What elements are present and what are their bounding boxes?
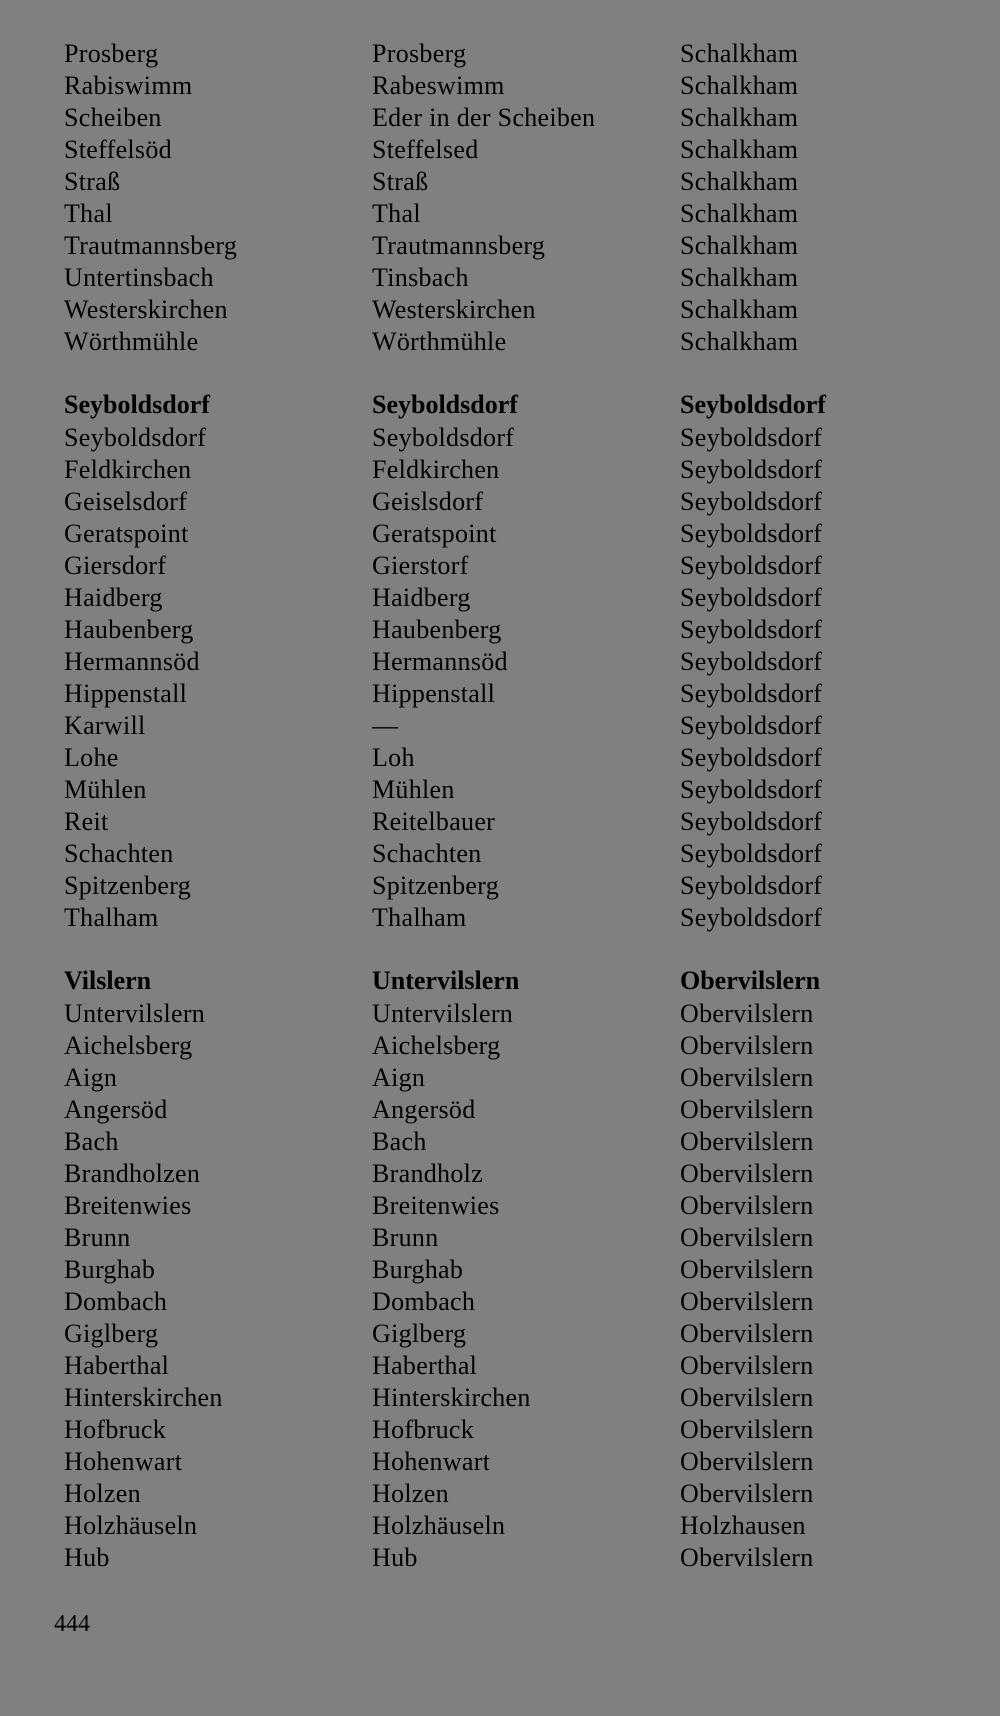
column-2 bbox=[372, 38, 672, 1574]
section-3 bbox=[680, 964, 980, 1574]
list-item: Hofbruck bbox=[372, 1415, 475, 1444]
list-item: Aign bbox=[372, 1063, 426, 1092]
list-item: Seyboldsdorf bbox=[680, 487, 823, 516]
list-item: Obervilslern bbox=[680, 1191, 814, 1220]
list-item: Spitzenberg bbox=[64, 871, 192, 900]
list-item: Hinterskirchen bbox=[64, 1383, 223, 1412]
section-heading: Obervilslern bbox=[680, 966, 821, 995]
list-item: Untervilslern bbox=[372, 999, 514, 1028]
section-heading: Seyboldsdorf bbox=[372, 390, 518, 419]
list-item: Seyboldsdorf bbox=[680, 583, 823, 612]
list-item: Schalkham bbox=[680, 231, 799, 260]
list-item: Steffelsed bbox=[372, 135, 479, 164]
list-item: Prosberg bbox=[372, 39, 467, 68]
list-item: Holzen bbox=[64, 1479, 141, 1508]
list-item: Obervilslern bbox=[680, 1095, 814, 1124]
list-item: Hinterskirchen bbox=[372, 1383, 531, 1412]
list-item: — bbox=[372, 711, 399, 740]
entry-list bbox=[680, 422, 980, 934]
list-item: Schalkham bbox=[680, 71, 799, 100]
list-item: Geislsdorf bbox=[372, 487, 484, 516]
list-item: Obervilslern bbox=[680, 999, 814, 1028]
list-item: Seyboldsdorf bbox=[680, 807, 823, 836]
list-item: Seyboldsdorf bbox=[680, 903, 823, 932]
list-item: Burghab bbox=[372, 1255, 464, 1284]
list-item: Spitzenberg bbox=[372, 871, 500, 900]
list-item: Angersöd bbox=[64, 1095, 168, 1124]
list-item: Seyboldsdorf bbox=[680, 743, 823, 772]
list-item: Untertinsbach bbox=[64, 263, 214, 292]
list-item: Reitelbauer bbox=[372, 807, 496, 836]
list-item: Westerskirchen bbox=[372, 295, 536, 324]
list-item: Karwill bbox=[64, 711, 146, 740]
list-item: Haubenberg bbox=[64, 615, 194, 644]
list-item: Bach bbox=[372, 1127, 427, 1156]
list-item: Brandholzen bbox=[64, 1159, 201, 1188]
list-item: Seyboldsdorf bbox=[680, 423, 823, 452]
list-item: Schalkham bbox=[680, 327, 799, 356]
list-item: Giersdorf bbox=[64, 551, 167, 580]
list-item: Feldkirchen bbox=[64, 455, 192, 484]
entry-list bbox=[64, 38, 364, 358]
list-item: Schalkham bbox=[680, 263, 799, 292]
list-item: Giglberg bbox=[64, 1319, 159, 1348]
list-item: Hub bbox=[64, 1543, 110, 1572]
section-heading: Vilslern bbox=[64, 966, 152, 995]
list-item: Haberthal bbox=[372, 1351, 478, 1380]
column-1 bbox=[64, 38, 364, 1574]
list-item: Geratspoint bbox=[372, 519, 497, 548]
list-item: Dombach bbox=[372, 1287, 476, 1316]
section-1 bbox=[372, 38, 672, 358]
list-item: Holzen bbox=[372, 1479, 449, 1508]
entry-list bbox=[64, 998, 364, 1574]
list-item: Obervilslern bbox=[680, 1447, 814, 1476]
list-item: Thalham bbox=[372, 903, 467, 932]
list-item: Eder in der Scheiben bbox=[372, 103, 596, 132]
list-item: Schalkham bbox=[680, 167, 799, 196]
list-item: Reit bbox=[64, 807, 109, 836]
list-item: Hermannsöd bbox=[372, 647, 508, 676]
section-1 bbox=[680, 38, 980, 358]
list-item: Westerskirchen bbox=[64, 295, 228, 324]
list-item: Loh bbox=[372, 743, 415, 772]
list-item: Obervilslern bbox=[680, 1479, 814, 1508]
page-number: 444 bbox=[54, 1611, 90, 1637]
section-1 bbox=[64, 38, 364, 358]
list-item: Gierstorf bbox=[372, 551, 469, 580]
list-item: Seyboldsdorf bbox=[680, 615, 823, 644]
list-item: Hub bbox=[372, 1543, 418, 1572]
list-item: Seyboldsdorf bbox=[680, 519, 823, 548]
list-item: Holzhäuseln bbox=[64, 1511, 198, 1540]
list-item: Burghab bbox=[64, 1255, 156, 1284]
list-item: Obervilslern bbox=[680, 1255, 814, 1284]
list-item: Schalkham bbox=[680, 39, 799, 68]
section-2 bbox=[680, 388, 980, 934]
list-item: Thal bbox=[64, 199, 113, 228]
list-item: Schalkham bbox=[680, 103, 799, 132]
list-item: Wörthmühle bbox=[64, 327, 199, 356]
list-item: Obervilslern bbox=[680, 1063, 814, 1092]
section-heading: Seyboldsdorf bbox=[680, 390, 826, 419]
section-heading: Untervilslern bbox=[372, 966, 520, 995]
list-item: Wörthmühle bbox=[372, 327, 507, 356]
list-item: Prosberg bbox=[64, 39, 159, 68]
list-item: Hippenstall bbox=[64, 679, 188, 708]
list-item: Breitenwies bbox=[64, 1191, 192, 1220]
list-item: Obervilslern bbox=[680, 1159, 814, 1188]
list-item: Mühlen bbox=[372, 775, 455, 804]
list-item: Obervilslern bbox=[680, 1383, 814, 1412]
list-item: Tinsbach bbox=[372, 263, 469, 292]
list-item: Seyboldsdorf bbox=[680, 455, 823, 484]
list-item: Mühlen bbox=[64, 775, 147, 804]
list-item: Seyboldsdorf bbox=[680, 647, 823, 676]
list-item: Breitenwies bbox=[372, 1191, 500, 1220]
list-item: Geiselsdorf bbox=[64, 487, 188, 516]
list-item: Hofbruck bbox=[64, 1415, 167, 1444]
list-item: Haidberg bbox=[372, 583, 471, 612]
entry-list bbox=[372, 998, 672, 1574]
list-item: Dombach bbox=[64, 1287, 168, 1316]
list-item: Obervilslern bbox=[680, 1031, 814, 1060]
list-item: Rabiswimm bbox=[64, 71, 193, 100]
list-item: Scheiben bbox=[64, 103, 162, 132]
list-item: Giglberg bbox=[372, 1319, 467, 1348]
list-item: Trautmannsberg bbox=[64, 231, 238, 260]
list-item: Seyboldsdorf bbox=[680, 871, 823, 900]
section-3 bbox=[372, 964, 672, 1574]
column-3 bbox=[680, 38, 980, 1574]
list-item: Trautmannsberg bbox=[372, 231, 546, 260]
list-item: Haberthal bbox=[64, 1351, 170, 1380]
list-item: Hippenstall bbox=[372, 679, 496, 708]
list-item: Brandholz bbox=[372, 1159, 484, 1188]
list-item: Schachten bbox=[64, 839, 174, 868]
section-heading: Seyboldsdorf bbox=[64, 390, 210, 419]
entry-list bbox=[680, 998, 980, 1574]
list-item: Bach bbox=[64, 1127, 119, 1156]
list-item: Schalkham bbox=[680, 199, 799, 228]
list-item: Rabeswimm bbox=[372, 71, 505, 100]
list-item: Seyboldsdorf bbox=[680, 679, 823, 708]
list-item: Schalkham bbox=[680, 135, 799, 164]
list-item: Lohe bbox=[64, 743, 119, 772]
list-item: Seyboldsdorf bbox=[64, 423, 207, 452]
list-item: Holzhausen bbox=[680, 1511, 806, 1540]
list-item: Brunn bbox=[372, 1223, 439, 1252]
list-item: Aign bbox=[64, 1063, 118, 1092]
list-item: Thal bbox=[372, 199, 421, 228]
list-item: Haidberg bbox=[64, 583, 163, 612]
list-item: Seyboldsdorf bbox=[372, 423, 515, 452]
list-item: Thalham bbox=[64, 903, 159, 932]
list-item: Obervilslern bbox=[680, 1223, 814, 1252]
list-item: Aichelsberg bbox=[64, 1031, 193, 1060]
list-item: Obervilslern bbox=[680, 1351, 814, 1380]
list-item: Obervilslern bbox=[680, 1287, 814, 1316]
list-item: Hermannsöd bbox=[64, 647, 200, 676]
list-item: Holzhäuseln bbox=[372, 1511, 506, 1540]
entry-list bbox=[64, 422, 364, 934]
list-item: Seyboldsdorf bbox=[680, 775, 823, 804]
list-item: Obervilslern bbox=[680, 1415, 814, 1444]
list-item: Obervilslern bbox=[680, 1543, 814, 1572]
section-2 bbox=[64, 388, 364, 934]
list-item: Hohenwart bbox=[372, 1447, 491, 1476]
list-item: Obervilslern bbox=[680, 1127, 814, 1156]
list-item: Seyboldsdorf bbox=[680, 839, 823, 868]
list-item: Schachten bbox=[372, 839, 482, 868]
list-item: Obervilslern bbox=[680, 1319, 814, 1348]
entry-list bbox=[680, 38, 980, 358]
list-item: Aichelsberg bbox=[372, 1031, 501, 1060]
list-item: Haubenberg bbox=[372, 615, 502, 644]
section-2 bbox=[372, 388, 672, 934]
list-item: Steffelsöd bbox=[64, 135, 172, 164]
list-item: Seyboldsdorf bbox=[680, 711, 823, 740]
list-item: Geratspoint bbox=[64, 519, 189, 548]
list-item: Untervilslern bbox=[64, 999, 206, 1028]
list-item: Angersöd bbox=[372, 1095, 476, 1124]
list-item: Seyboldsdorf bbox=[680, 551, 823, 580]
list-item: Brunn bbox=[64, 1223, 131, 1252]
list-item: Feldkirchen bbox=[372, 455, 500, 484]
entry-list bbox=[372, 422, 672, 934]
entry-list bbox=[372, 38, 672, 358]
list-item: Straß bbox=[372, 167, 429, 196]
list-item: Hohenwart bbox=[64, 1447, 183, 1476]
list-item: Straß bbox=[64, 167, 121, 196]
list-item: Schalkham bbox=[680, 295, 799, 324]
section-3 bbox=[64, 964, 364, 1574]
